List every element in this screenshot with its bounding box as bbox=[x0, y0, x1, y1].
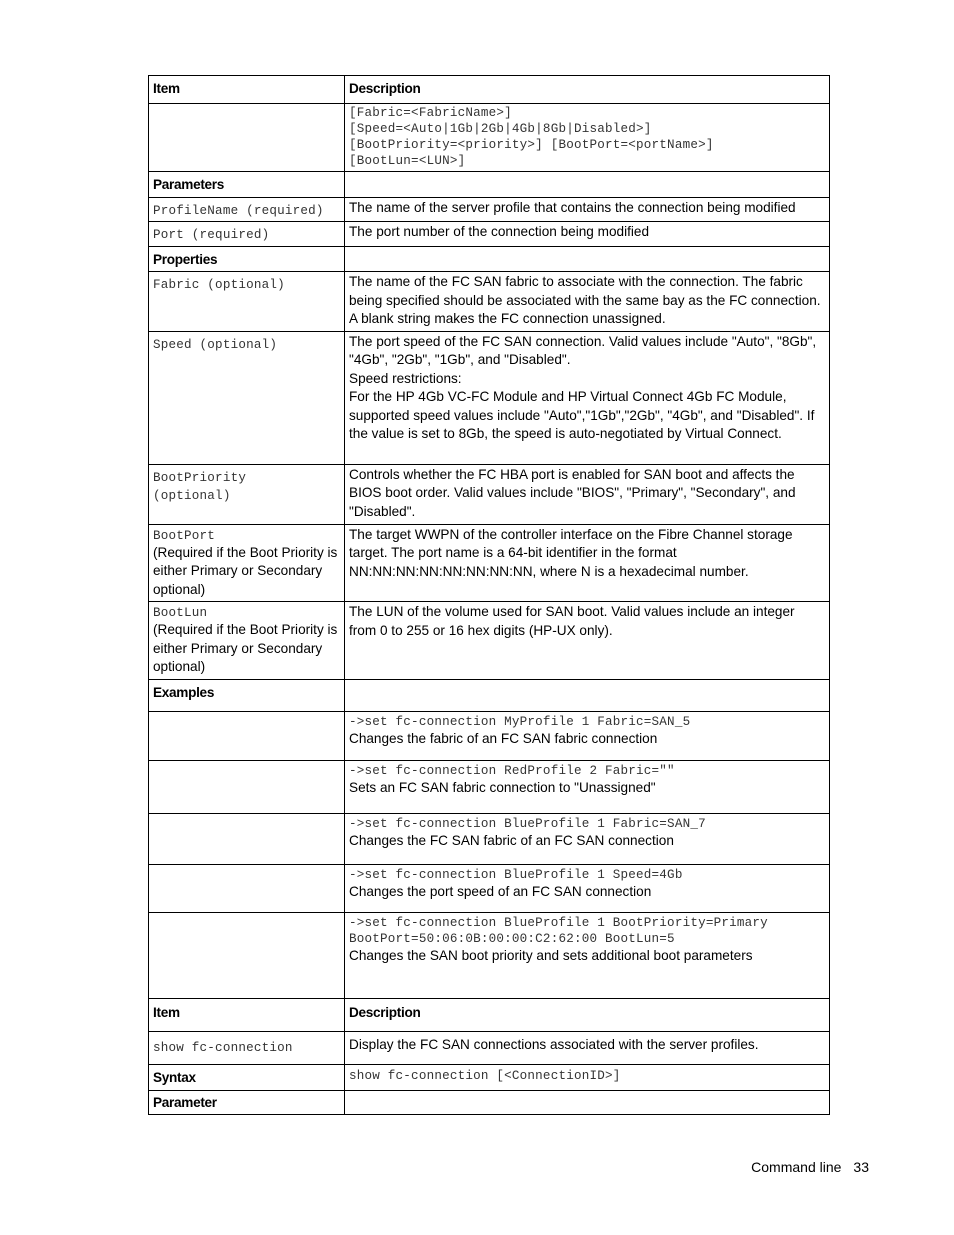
example-item bbox=[149, 760, 345, 813]
example bbox=[345, 711, 830, 760]
command-desc: Display the FC SAN connections associated with the server profiles. bbox=[345, 1032, 830, 1065]
example-item bbox=[149, 711, 345, 760]
example-command: ->set fc-connection BlueProfile 1 BootPriority=Primary BootPort=50:06:0B:00:00:C2:62:00 BootLun=5 bbox=[349, 915, 768, 946]
example bbox=[345, 813, 830, 864]
prop-desc-line: Speed restrictions: bbox=[349, 370, 462, 386]
example bbox=[345, 912, 830, 998]
syntax-continuation bbox=[345, 104, 830, 172]
prop-desc: The name of the FC SAN fabric to associate with the connection. The fabric being specified should be associated with the same bay as the FC connection. A blank string makes the FC connection unassigned. bbox=[345, 272, 830, 332]
parameters-label: Parameters bbox=[149, 172, 345, 198]
example-desc: Changes the FC SAN fabric of an FC SAN connection bbox=[349, 832, 674, 848]
page-footer bbox=[751, 1159, 869, 1175]
prop-desc-line: The port speed of the FC SAN connection. Valid values include "Auto", "8Gb", "4Gb", "2Gb", "1Gb", and "Disabled". bbox=[349, 333, 817, 367]
syntax-cont-item bbox=[149, 104, 345, 172]
example-command: ->set fc-connection BlueProfile 1 Fabric=SAN_7 bbox=[349, 816, 706, 831]
param-desc: The name of the server profile that contains the connection being modified bbox=[345, 197, 830, 222]
prop-name: BootPriority (optional) bbox=[149, 464, 345, 524]
page-number: 33 bbox=[853, 1159, 869, 1175]
example bbox=[345, 864, 830, 912]
syntax-value: show fc-connection [<ConnectionID>] bbox=[345, 1065, 830, 1091]
parameters-empty bbox=[345, 172, 830, 198]
footer-section: Command line bbox=[751, 1159, 842, 1175]
prop-name: Fabric (optional) bbox=[149, 272, 345, 332]
param-desc: The port number of the connection being modified bbox=[345, 222, 830, 247]
example-desc: Changes the fabric of an FC SAN fabric connection bbox=[349, 730, 658, 746]
prop-desc: The LUN of the volume used for SAN boot. Valid values include an integer from 0 to 255 or 16 hex digits (HP-UX only). bbox=[345, 602, 830, 680]
syntax-label: Syntax bbox=[149, 1065, 345, 1091]
param-name: ProfileName (required) bbox=[149, 197, 345, 222]
prop-note: (Required if the Boot Priority is either Primary or Secondary optional) bbox=[153, 622, 338, 674]
example-item bbox=[149, 813, 345, 864]
example-item bbox=[149, 864, 345, 912]
prop-desc: The target WWPN of the controller interface on the Fibre Channel storage target. The port name is a 64-bit identifier in the format NN:NN:NN:NN:NN:NN:NN:NN, where N is a hexadecimal number. bbox=[345, 524, 830, 602]
header-item: Item bbox=[149, 76, 345, 104]
properties-empty bbox=[345, 246, 830, 272]
syntax-line: [BootLun=<LUN>] bbox=[349, 154, 466, 168]
syntax-line: [BootPriority=<priority>] [BootPort=<portName>] bbox=[349, 138, 714, 152]
param-name: Port (required) bbox=[149, 222, 345, 247]
header-description: Description bbox=[345, 76, 830, 104]
prop-name: BootPort (Required if the Boot Priority is either Primary or Secondary optional) bbox=[149, 524, 345, 602]
show-fc-connection-table bbox=[148, 998, 830, 1115]
prop-name: BootLun (Required if the Boot Priority is either Primary or Secondary optional) bbox=[149, 602, 345, 680]
examples-empty bbox=[345, 679, 830, 711]
example-command: ->set fc-connection BlueProfile 1 Speed=4Gb bbox=[349, 867, 683, 882]
syntax-line: [Speed=<Auto|1Gb|2Gb|4Gb|8Gb|Disabled>] bbox=[349, 122, 652, 136]
header-description: Description bbox=[345, 999, 830, 1032]
prop-name: Speed (optional) bbox=[149, 331, 345, 464]
prop-desc-line: For the HP 4Gb VC-FC Module and HP Virtual Connect 4Gb FC Module, supported speed values include "Auto","1Gb","2Gb", "4Gb", and "Disabled". If the value is set to 8Gb, the speed is auto-negotiated by Virtual Connect. bbox=[349, 389, 815, 441]
example-command: ->set fc-connection RedProfile 2 Fabric="" bbox=[349, 763, 675, 778]
fc-connection-set-table bbox=[148, 75, 830, 999]
example-desc: Changes the port speed of an FC SAN connection bbox=[349, 883, 652, 899]
example-command: ->set fc-connection MyProfile 1 Fabric=SAN_5 bbox=[349, 714, 691, 729]
example bbox=[345, 760, 830, 813]
command-name: show fc-connection bbox=[149, 1032, 345, 1065]
parameter-label: Parameter bbox=[149, 1090, 345, 1115]
example-item bbox=[149, 912, 345, 998]
prop-note: (Required if the Boot Priority is either Primary or Secondary optional) bbox=[153, 544, 338, 597]
header-item: Item bbox=[149, 999, 345, 1032]
example-desc: Changes the SAN boot priority and sets additional boot parameters bbox=[349, 947, 753, 963]
examples-label: Examples bbox=[149, 679, 345, 711]
prop-desc bbox=[345, 331, 830, 464]
prop-desc: Controls whether the FC HBA port is enabled for SAN boot and affects the BIOS boot order. Valid values include "BIOS", "Primary", "Secondary", and "Disabled". bbox=[345, 464, 830, 524]
syntax-line: [Fabric=<FabricName>] bbox=[349, 106, 512, 120]
parameter-desc bbox=[345, 1090, 830, 1115]
properties-label: Properties bbox=[149, 246, 345, 272]
example-desc: Sets an FC SAN fabric connection to "Unassigned" bbox=[349, 779, 656, 795]
